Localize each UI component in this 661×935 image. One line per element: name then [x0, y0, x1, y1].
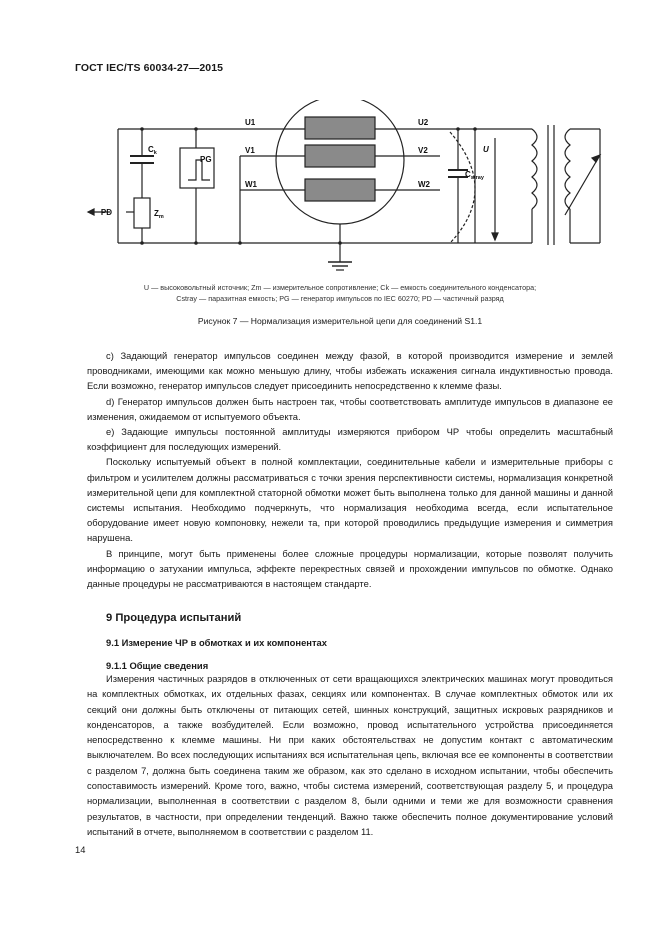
label-w2: W2: [418, 180, 430, 189]
label-v1: V1: [245, 146, 255, 155]
label-pg: PG: [200, 155, 212, 164]
body-text: [87, 348, 613, 591]
subsubsection-heading: 9.1.1 Общие сведения: [106, 660, 209, 671]
label-u2: U2: [418, 118, 429, 127]
label-ck: $C_k$: [148, 145, 157, 156]
zm-resistor: [134, 198, 150, 228]
section-heading: 9 Процедура испытаний: [106, 612, 242, 624]
transformer-primary: [532, 129, 537, 209]
winding-u: [305, 117, 375, 139]
label-u: U: [483, 145, 489, 154]
paragraph-4: Поскольку испытуемый объект в полной комплектации, соединительные кабели и измерительные приборы с фильтром и усилителем должны рассматриваться с точки зрения перспективности системы, нормализация конкретной измерительной цепи для комплектной статорной обмотки может быть выполнена только для данной машины и данной системы испытания. Необходимо подчеркнуть, что нормализация необходима всегда, если испытательное оборудование имеет новую компоновку, нежели та, при которой проводились предыдущие измерения и симметрия нарушена.: [87, 456, 613, 544]
paragraph-5: В принципе, могут быть применены более сложные процедуры нормализации, которые позволят получить информацию о затухании импульса, эффекте перекрестных связей и прохождении импульсов по обмотке. Однако данные процедуры не рассматриваются в настоящем стандарте.: [87, 547, 613, 590]
paragraph-e: e) Задающие импульсы постоянной амплитуды измеряются прибором ЧР чтобы определить масштабный коэффициент для последующих измерений.: [87, 426, 613, 453]
winding-v: [305, 145, 375, 167]
paragraph-d: d) Генератор импульсов должен быть настроен так, чтобы соответствовать амплитуде импульсов в диапазоне ее изменения, ожидаемом от испытуемого объекта.: [87, 395, 613, 422]
label-u1: U1: [245, 118, 256, 127]
circuit-diagram: [70, 100, 610, 280]
label-pd: PD: [100, 208, 112, 217]
legend-line-2: Cstray — паразитная емкость; PG — генератор импульсов по IEC 60270; PD — частичный разряд: [176, 294, 504, 303]
legend-line-1: U — высоковольтный источник; Zm — измерительное сопротивление; Ck — емкость соединительного конденсатора;: [143, 283, 537, 292]
label-zm: $Z_m$: [154, 209, 164, 220]
label-v2: V2: [418, 146, 428, 155]
label-cstray: $C_{stray}$: [465, 170, 484, 181]
paragraph-c: c) Задающий генератор импульсов соединен между фазой, в которой производится измерение и землей проводниками, имеющими как можно меньшую длину, чтобы избежать искажения сигнала индуктивностью провода. Если возможно, генератор импульсов следует присоединить непосредственно к клемме фазы.: [87, 350, 613, 392]
transformer-secondary: [565, 129, 570, 209]
pg-generator: [180, 148, 214, 188]
winding-w: [305, 179, 375, 201]
subsection-heading: 9.1 Измерение ЧР в обмотках и их компонентах: [106, 637, 327, 648]
document-header: ГОСТ IEC/TS 60034-27—2015: [75, 62, 224, 74]
page-number: 14: [75, 844, 86, 855]
figure-legend: [80, 282, 600, 304]
label-w1: W1: [245, 180, 257, 189]
figure-caption: Рисунок 7 — Нормализация измерительной цепи для соединений S1.1: [197, 316, 483, 326]
section-body: [87, 671, 613, 839]
section-paragraph: Измерения частичных разрядов в отключенных от сети вращающихся электрических машинах могут проводиться на комплектных обмотках, их отдельных фазах, секциях или компонентах. В случае комплектных обмоток или их секций они должны быть отключены от питающих сетей, шинных конструкций, защитных искровых разрядников и конденсаторов, а также возбудителей. Если возможно, провод испытательного устройства присоединяется непосредственно к клемме машины. Ни при каких обстоятельствах не допустим контакт с автоматическим выключателем. Во всех последующих испытаниях вся испытательная цепь, включая все ее компоненты в соответствии с разделом 7, должна быть соединена таким же образом, как это сделано в исходном испытании, чтобы обеспечить сопоставимость измерений. Кроме того, важно, чтобы система измерений, соответствующая разделу 5, и процедура нормализации, выполненная в соответствии с разделом 8, были одними и теми же для возможности сравнения результатов, в частности, при определении тенденций. Важно также обеспечить полное документирование условий испытаний в отчете, выполняемом в соответствии с разделом 11.: [87, 673, 613, 837]
